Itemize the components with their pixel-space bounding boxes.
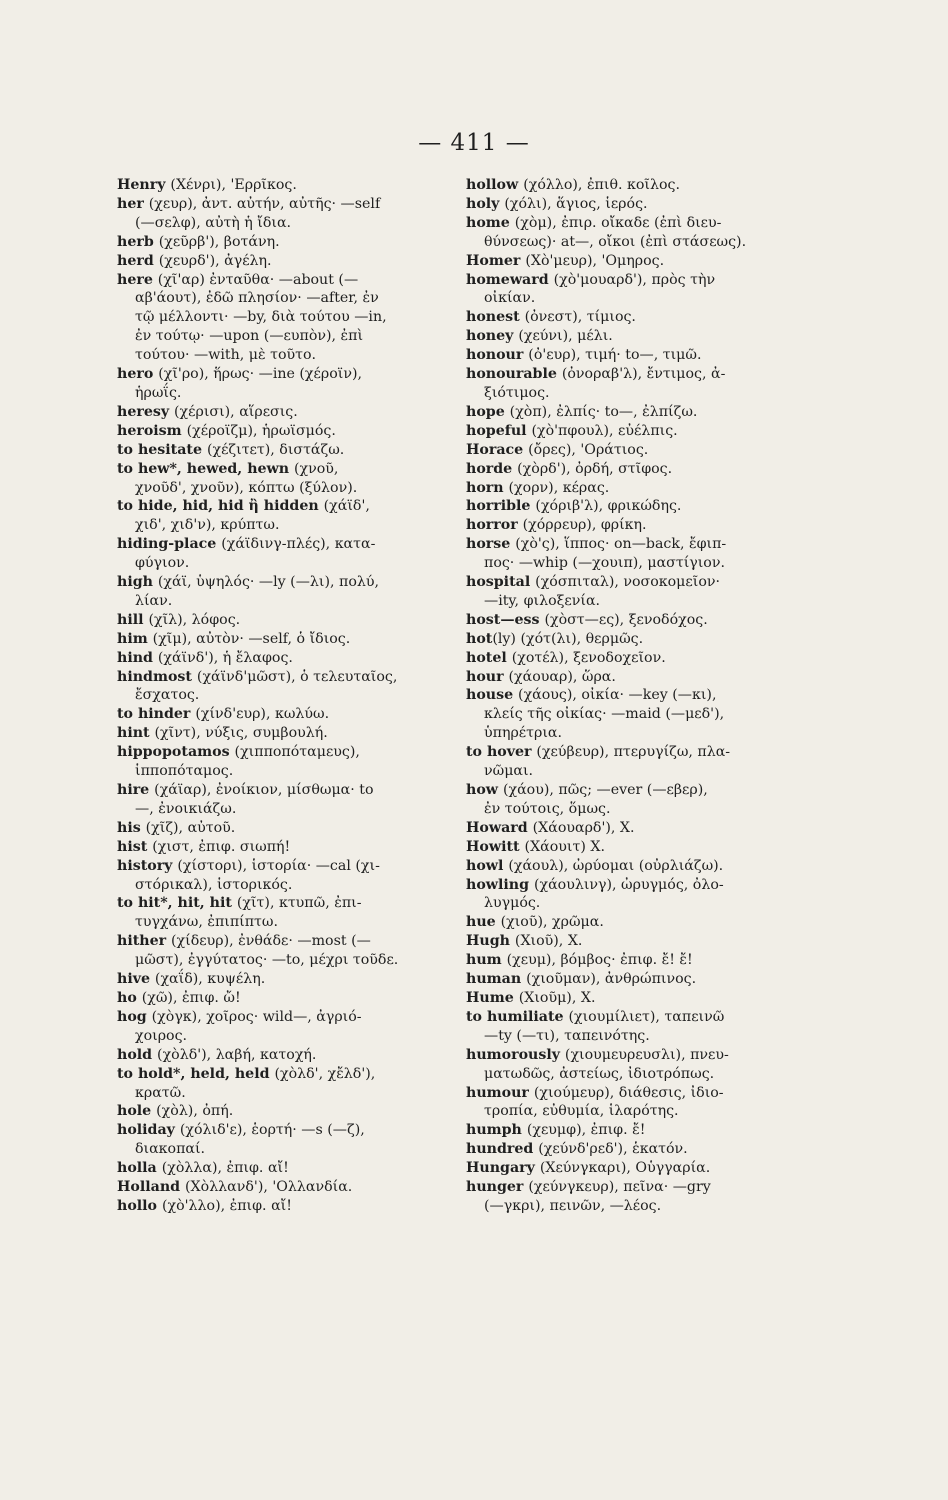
dictionary-entry xyxy=(466,535,828,573)
dictionary-entry xyxy=(466,422,828,441)
entry-line: hunger (χεύνγκευρ), πεῖνα· —gry xyxy=(466,1179,711,1196)
dictionary-entry xyxy=(117,1121,467,1159)
headword: hint xyxy=(117,725,155,742)
headword: herb xyxy=(117,233,159,250)
headword: Hume xyxy=(466,989,519,1006)
entry-line: hint (χῖντ), νύξις, συμβουλή. xyxy=(117,725,328,742)
headword: horn xyxy=(466,479,509,496)
dictionary-entry xyxy=(117,781,467,819)
headword: honour xyxy=(466,347,529,364)
headword: ho xyxy=(117,989,142,1006)
headword: howling xyxy=(466,876,534,893)
dictionary-entry xyxy=(117,252,467,271)
dictionary-entry xyxy=(466,271,828,309)
entry-line: hog (χὸγκ), χοῖρος· wild—, ἀγριό- xyxy=(117,1008,362,1025)
headword: his xyxy=(117,819,146,836)
entry-line: hiding-place (χάϊδινγ-πλές), κατα- xyxy=(117,536,376,553)
headword: hire xyxy=(117,782,155,798)
entry-line: hour (χάουαρ), ὥρα. xyxy=(466,668,616,685)
entry-line: humph (χευμφ), ἐπιφ. ἔ! xyxy=(466,1122,646,1139)
headword: horror xyxy=(466,517,523,534)
entry-line: χνοῦδ', χνοῦν), κόπτω (ξύλον). xyxy=(135,479,358,496)
entry-line: to hide, hid, hid ἢ hidden (χάϊδ', xyxy=(117,498,370,515)
entry-line: Henry (Χένρι), 'Ερρῖκος. xyxy=(117,177,297,193)
headword: to hide, hid, hid ἢ hidden xyxy=(117,498,324,515)
headword: hopeful xyxy=(466,422,532,439)
dictionary-entry xyxy=(117,630,467,649)
dictionary-entry xyxy=(466,403,828,422)
dictionary-entry xyxy=(466,327,828,346)
dictionary-entry xyxy=(117,195,467,233)
headword: hour xyxy=(466,668,509,685)
entry-line: (—σελφ), αὐτὴ ἡ ἴδια. xyxy=(135,214,292,231)
dictionary-entry xyxy=(466,176,828,195)
entry-line: Horace (ὄρες), 'Οράτιος. xyxy=(466,441,649,458)
entry-line: honour (ὀ'ευρ), τιμή· to—, τιμῶ. xyxy=(466,347,702,364)
dictionary-entry xyxy=(117,1046,467,1065)
dictionary-entry xyxy=(466,649,828,668)
entry-line: holla (χὸλλα), ἐπιφ. αἴ! xyxy=(117,1160,289,1177)
dictionary-entry xyxy=(466,932,828,951)
dictionary-entry xyxy=(117,1178,467,1197)
entry-line: ἐν τούτοις, ὅμως. xyxy=(484,800,611,817)
headword: hundred xyxy=(466,1141,539,1158)
entry-line: τούτου· —with, μὲ τοῦτο. xyxy=(135,347,317,364)
entry-line: honourable (ὀνοραβ'λ), ἔντιμος, ἀ- xyxy=(466,366,726,383)
headword: hill xyxy=(117,611,149,628)
headword: history xyxy=(117,857,178,874)
dictionary-entry xyxy=(466,970,828,989)
entry-line: to hold*, held, held (χὸλδ', χἔλδ'), xyxy=(117,1065,376,1082)
headword: hiding-place xyxy=(117,536,222,553)
dictionary-entry xyxy=(117,649,467,668)
dictionary-entry xyxy=(466,1140,828,1159)
headword: hot xyxy=(466,630,493,647)
entry-line: ματωδῶς, ἀστείως, ἰδιοτρόπως. xyxy=(484,1065,715,1082)
entry-line: ἱπποπόταμος. xyxy=(135,763,234,780)
dictionary-entry xyxy=(466,441,828,460)
headword: hippopotamos xyxy=(117,744,235,761)
entry-line: humour (χιούμευρ), διάθεσις, ἰδιο- xyxy=(466,1084,724,1101)
entry-line: —ty (—τι), ταπεινότης. xyxy=(484,1027,650,1044)
headword: honest xyxy=(466,309,525,326)
entry-line: hire (χάϊαρ), ἐνοίκιον, μίσθωμα· to xyxy=(117,782,374,798)
headword: hero xyxy=(117,366,159,383)
entry-line: hue (χιοῦ), χρῶμα. xyxy=(466,914,604,931)
dictionary-entry xyxy=(466,913,828,932)
entry-line: hot(ly) (χότ(λι), θερμῶς. xyxy=(466,630,644,647)
entry-line: Hume (Χιοῦμ), Χ. xyxy=(466,989,596,1006)
headword: heroism xyxy=(117,422,187,439)
dictionary-entry xyxy=(466,346,828,365)
entry-line: horn (χορν), κέρας. xyxy=(466,479,610,496)
entry-line: hum (χευμ), βόμβος· ἐπιφ. ἔ! ἔ! xyxy=(466,952,693,969)
headword: Holland xyxy=(117,1179,186,1196)
headword: him xyxy=(117,630,153,647)
entry-line: λυγμός. xyxy=(484,895,541,912)
headword: Hugh xyxy=(466,933,515,950)
dictionary-entry xyxy=(466,838,828,857)
entry-line: her (χευρ), ἀντ. αὐτήν, αὐτῆς· —self xyxy=(117,195,381,212)
dictionary-entry xyxy=(117,743,467,781)
headword: honey xyxy=(466,328,519,345)
entry-line: θύνσεως)· at—, οἴκοι (ἐπὶ στάσεως). xyxy=(484,233,747,250)
entry-line: hundred (χεύνδ'ρεδ'), ἑκατόν. xyxy=(466,1141,688,1158)
headword: home xyxy=(466,214,515,231)
headword: here xyxy=(117,271,158,288)
entry-line: —, ἐνοικιάζω. xyxy=(135,800,237,817)
dictionary-entry xyxy=(117,857,467,895)
entry-line: his (χῖζ), αὐτοῦ. xyxy=(117,819,236,836)
entry-line: him (χῖμ), αὐτὸν· —self, ὁ ἴδιος. xyxy=(117,630,351,647)
dictionary-entry xyxy=(466,479,828,498)
dictionary-entry xyxy=(466,308,828,327)
dictionary-entry xyxy=(117,611,467,630)
headword: hollo xyxy=(117,1197,162,1214)
entry-line: κλείς τῆς οἰκίας· —maid (—μεδ'), xyxy=(484,706,725,723)
entry-line: herd (χευρδ'), ἀγέλη. xyxy=(117,252,272,269)
entry-line: howling (χάουλινγ), ὠρυγμός, ὀλο- xyxy=(466,876,724,893)
entry-line: hero (χῖ'ρο), ἥρως· —ine (χέροϊν), xyxy=(117,366,362,383)
headword: hope xyxy=(466,403,510,420)
dictionary-entry xyxy=(466,1121,828,1140)
entry-line: λίαν. xyxy=(135,592,173,609)
dictionary-entry xyxy=(117,724,467,743)
entry-line: τυγχάνω, ἐπιπίπτω. xyxy=(135,914,278,931)
dictionary-entry xyxy=(117,460,467,498)
headword: Homer xyxy=(466,252,526,269)
headword: hold xyxy=(117,1046,158,1063)
headword: horrible xyxy=(466,498,536,515)
headword: house xyxy=(466,687,519,704)
entry-line: ἔσχατος. xyxy=(135,687,200,704)
entry-line: hope (χὸπ), ἐλπίς· to—, ἐλπίζω. xyxy=(466,403,698,420)
entry-line: hist (χιστ, ἐπιφ. σιωπή! xyxy=(117,838,291,855)
headword: horse xyxy=(466,536,516,553)
dictionary-entry xyxy=(466,951,828,970)
headword: hotel xyxy=(466,649,512,666)
dictionary-entry xyxy=(117,1197,467,1216)
entry-line: μῶστ), ἐγγύτατος· —to, μέχρι τοῦδε. xyxy=(135,952,399,969)
dictionary-entry xyxy=(117,441,467,460)
entry-line: honey (χεύνι), μέλι. xyxy=(466,328,613,345)
entry-line: στόρικαλ), ἱστορικός. xyxy=(135,876,293,893)
headword: host—ess xyxy=(466,611,545,628)
entry-line: horrible (χόριβ'λ), φρικώδης. xyxy=(466,498,682,515)
entry-line: hole (χὸλ), ὀπή. xyxy=(117,1103,234,1120)
entry-line: horde (χὸρδ'), ὀρδή, στῖφος. xyxy=(466,460,673,477)
headword: how xyxy=(466,782,503,798)
dictionary-entry xyxy=(466,195,828,214)
headword: hue xyxy=(466,914,501,931)
headword: holy xyxy=(466,195,505,212)
entry-line: here (χῖ'αρ) ἐνταῦθα· —about (— xyxy=(117,271,359,288)
headword: Howard xyxy=(466,819,533,836)
headword: to hesitate xyxy=(117,441,207,458)
dictionary-entry xyxy=(117,271,467,366)
dictionary-entry xyxy=(117,705,467,724)
headword: honourable xyxy=(466,366,562,383)
entry-line: to hover (χεύβευρ), πτερυγίζω, πλα- xyxy=(466,744,731,761)
entry-line: honest (ὀνεστ), τίμιος. xyxy=(466,309,636,326)
entry-line: to hit*, hit, hit (χῖτ), κτυπῶ, ἐπι- xyxy=(117,895,362,912)
entry-line: high (χάϊ, ὑψηλός· —ly (—λι), πολύ, xyxy=(117,574,380,591)
headword: to hit*, hit, hit xyxy=(117,895,237,912)
headword: hollow xyxy=(466,177,524,193)
entry-line: ἡρωΐς. xyxy=(135,384,182,401)
dictionary-entry xyxy=(466,743,828,781)
headword: her xyxy=(117,195,149,212)
dictionary-entry xyxy=(117,932,467,970)
headword: hind xyxy=(117,649,158,666)
entry-line: —ity, φιλοξενία. xyxy=(484,592,601,609)
entry-line: human (χιοῦμαν), ἀνθρώπινος. xyxy=(466,971,697,988)
entry-line: holiday (χόλιδ'ε), ἑορτή· —s (—ζ), xyxy=(117,1122,365,1139)
entry-line: hippopotamos (χιπποπόταμευς), xyxy=(117,744,360,761)
entry-line: heresy (χέρισι), αἵρεσις. xyxy=(117,403,298,420)
entry-line: νῶμαι. xyxy=(484,763,534,780)
headword: humorously xyxy=(466,1046,565,1063)
entry-line: to hinder (χίνδ'ευρ), κωλύω. xyxy=(117,706,330,723)
dictionary-entry xyxy=(117,970,467,989)
entry-line: ὑπηρέτρια. xyxy=(484,725,562,742)
dictionary-entry xyxy=(117,819,467,838)
headword: holiday xyxy=(117,1122,180,1139)
headword: horde xyxy=(466,460,518,477)
dictionary-entry xyxy=(466,460,828,479)
dictionary-entry xyxy=(117,422,467,441)
entry-line: (—γκρι), πεινῶν, —λέος. xyxy=(484,1197,662,1214)
entry-line: ξιότιμος. xyxy=(484,384,550,401)
dictionary-entry xyxy=(117,365,467,403)
entry-line: Howitt (Χάουιτ) Χ. xyxy=(466,838,605,855)
dictionary-entry xyxy=(117,403,467,422)
entry-line: ho (χῶ), ἐπιφ. ὤ! xyxy=(117,989,241,1006)
entry-line: Homer (Χὸ'μευρ), 'Ομηρος. xyxy=(466,252,665,269)
dictionary-entry xyxy=(466,1178,828,1216)
dictionary-entry xyxy=(466,781,828,819)
dictionary-entry xyxy=(466,989,828,1008)
entry-line: διακοπαί. xyxy=(135,1141,206,1158)
dictionary-entry xyxy=(117,233,467,252)
entry-line: φύγιον. xyxy=(135,555,190,572)
page-number: — 411 — xyxy=(418,130,530,156)
entry-line: hindmost (χάϊνδ'μῶστ), ὁ τελευταῖος, xyxy=(117,668,398,685)
dictionary-entry xyxy=(466,1159,828,1178)
entry-line: heroism (χέροϊζμ), ἡρωϊσμός. xyxy=(117,422,336,439)
headword: to hold*, held, held xyxy=(117,1065,275,1082)
entry-line: how (χάου), πῶς; —ever (—εβερ), xyxy=(466,782,708,798)
dictionary-entry xyxy=(117,573,467,611)
entry-line: τῷ μέλλοντι· —by, διὰ τούτου —in, xyxy=(135,309,387,326)
headword: hindmost xyxy=(117,668,197,685)
entry-line: χιδ', χιδ'ν), κρύπτω. xyxy=(135,517,280,534)
entry-line: Howard (Χάουαρδ'), Χ. xyxy=(466,819,635,836)
headword: heresy xyxy=(117,403,175,420)
entry-line: hither (χίδευρ), ἐνθάδε· —most (— xyxy=(117,933,371,950)
entry-line: αβ'άουτ), ἐδῶ πλησίον· —after, ἐν xyxy=(135,290,379,307)
entry-line: horror (χόρρευρ), φρίκη. xyxy=(466,517,647,534)
entry-line: χοιρος. xyxy=(135,1027,188,1044)
headword: hum xyxy=(466,952,507,969)
dictionary-entry xyxy=(466,668,828,687)
dictionary-entry xyxy=(117,1159,467,1178)
entry-line: hill (χῖλ), λόφος. xyxy=(117,611,241,628)
headword: homeward xyxy=(466,271,554,288)
dictionary-entry xyxy=(466,611,828,630)
entry-line: hollow (χόλλο), ἐπιθ. κοῖλος. xyxy=(466,177,680,193)
headword: Hungary xyxy=(466,1160,540,1177)
entry-line: hotel (χοτέλ), ξενοδοχεῖον. xyxy=(466,649,666,666)
dictionary-entry xyxy=(466,252,828,271)
dictionary-entry xyxy=(466,573,828,611)
headword: high xyxy=(117,574,158,591)
dictionary-entry xyxy=(117,497,467,535)
entry-line: to hew*, hewed, hewn (χνοῦ, xyxy=(117,460,339,477)
headword: hole xyxy=(117,1103,157,1120)
dictionary-entry xyxy=(117,1065,467,1103)
dictionary-entry xyxy=(466,1008,828,1046)
entry-line: τροπία, εὐθυμία, ἱλαρότης. xyxy=(484,1103,679,1120)
entry-line: Hugh (Χιοῦ), Χ. xyxy=(466,933,583,950)
entry-line: ἐν τούτῳ· —upon (—ευπὸν), ἐπὶ xyxy=(135,328,364,345)
headword: Howitt xyxy=(466,838,525,855)
dictionary-entry xyxy=(466,497,828,516)
entry-line: πος· —whip (—χουιπ), μαστίγιον. xyxy=(484,555,725,572)
dictionary-entry xyxy=(466,857,828,876)
headword: humour xyxy=(466,1084,534,1101)
dictionary-entry xyxy=(117,176,467,195)
dictionary-entry xyxy=(466,365,828,403)
dictionary-entry xyxy=(117,668,467,706)
dictionary-entry xyxy=(466,1084,828,1122)
dictionary-entry xyxy=(466,1046,828,1084)
dictionary-entry xyxy=(117,894,467,932)
entry-line: howl (χάουλ), ὠρύομαι (οὐρλιάζω). xyxy=(466,857,724,874)
entry-line: to humiliate (χιουμίλιετ), ταπεινῶ xyxy=(466,1008,725,1025)
dictionary-entry xyxy=(466,876,828,914)
headword: to hover xyxy=(466,744,537,761)
headword: hist xyxy=(117,838,153,855)
entry-line: hind (χάϊνδ'), ἡ ἔλαφος. xyxy=(117,649,293,666)
dictionary-entry xyxy=(117,535,467,573)
entry-line: house (χάους), οἰκία· —key (—κι), xyxy=(466,687,717,704)
entry-line: Holland (Χὸλλανδ'), 'Ολλανδία. xyxy=(117,1179,353,1196)
headword: human xyxy=(466,971,527,988)
headword: hither xyxy=(117,933,172,950)
entry-line: history (χίστορι), ἱστορία· —cal (χι- xyxy=(117,857,380,874)
headword: Horace xyxy=(466,441,529,458)
entry-line: home (χὸμ), ἐπιρ. οἴκαδε (ἐπὶ διευ- xyxy=(466,214,722,231)
entry-line: holy (χόλι), ἅγιος, ἱερός. xyxy=(466,195,648,212)
headword: herd xyxy=(117,252,159,269)
headword: hive xyxy=(117,971,155,988)
entry-line: host—ess (χὸστ—ες), ξενοδόχος. xyxy=(466,611,708,628)
dictionary-entry xyxy=(117,838,467,857)
headword: to hew*, hewed, hewn xyxy=(117,460,294,477)
headword: hunger xyxy=(466,1179,529,1196)
entry-line: κρατῶ. xyxy=(135,1084,186,1101)
headword: hog xyxy=(117,1008,152,1025)
headword: howl xyxy=(466,857,509,874)
entry-line: humorously (χιουμευρευσλι), πνευ- xyxy=(466,1046,729,1063)
entry-line: Hungary (Χεύνγκαρι), Οὑγγαρία. xyxy=(466,1160,711,1177)
entry-line: herb (χεῦρβ'), βοτάνη. xyxy=(117,233,280,250)
dictionary-entry xyxy=(466,214,828,252)
entry-line: hospital (χόσπιταλ), νοσοκομεῖον· xyxy=(466,574,720,591)
dictionary-entry xyxy=(117,989,467,1008)
headword: to hinder xyxy=(117,706,196,723)
headword: Henry xyxy=(117,177,171,193)
entry-line: hive (χαΐδ), κυψέλη. xyxy=(117,971,266,988)
entry-line: horse (χὸ'ς), ἵππος· on—back, ἔφιπ- xyxy=(466,536,727,553)
headword: holla xyxy=(117,1160,162,1177)
entry-line: homeward (χὸ'μουαρδ'), πρὸς τὴν xyxy=(466,271,716,288)
dictionary-entry xyxy=(466,516,828,535)
entry-line: hollo (χὸ'λλο), ἐπιφ. αἴ! xyxy=(117,1197,292,1214)
dictionary-entry xyxy=(466,686,828,743)
entry-line: οἰκίαν. xyxy=(484,290,536,307)
headword: to humiliate xyxy=(466,1008,569,1025)
dictionary-entry xyxy=(466,630,828,649)
dictionary-entry xyxy=(117,1102,467,1121)
left-column xyxy=(117,176,467,1216)
headword: humph xyxy=(466,1122,527,1139)
entry-line: to hesitate (χέζιτετ), διστάζω. xyxy=(117,441,345,458)
dictionary-entry xyxy=(466,819,828,838)
right-column xyxy=(466,176,828,1216)
dictionary-entry xyxy=(117,1008,467,1046)
entry-line: hold (χὸλδ'), λαβή, κατοχή. xyxy=(117,1046,317,1063)
entry-line: hopeful (χὸ'πφουλ), εὐέλπις. xyxy=(466,422,678,439)
headword: hospital xyxy=(466,574,536,591)
